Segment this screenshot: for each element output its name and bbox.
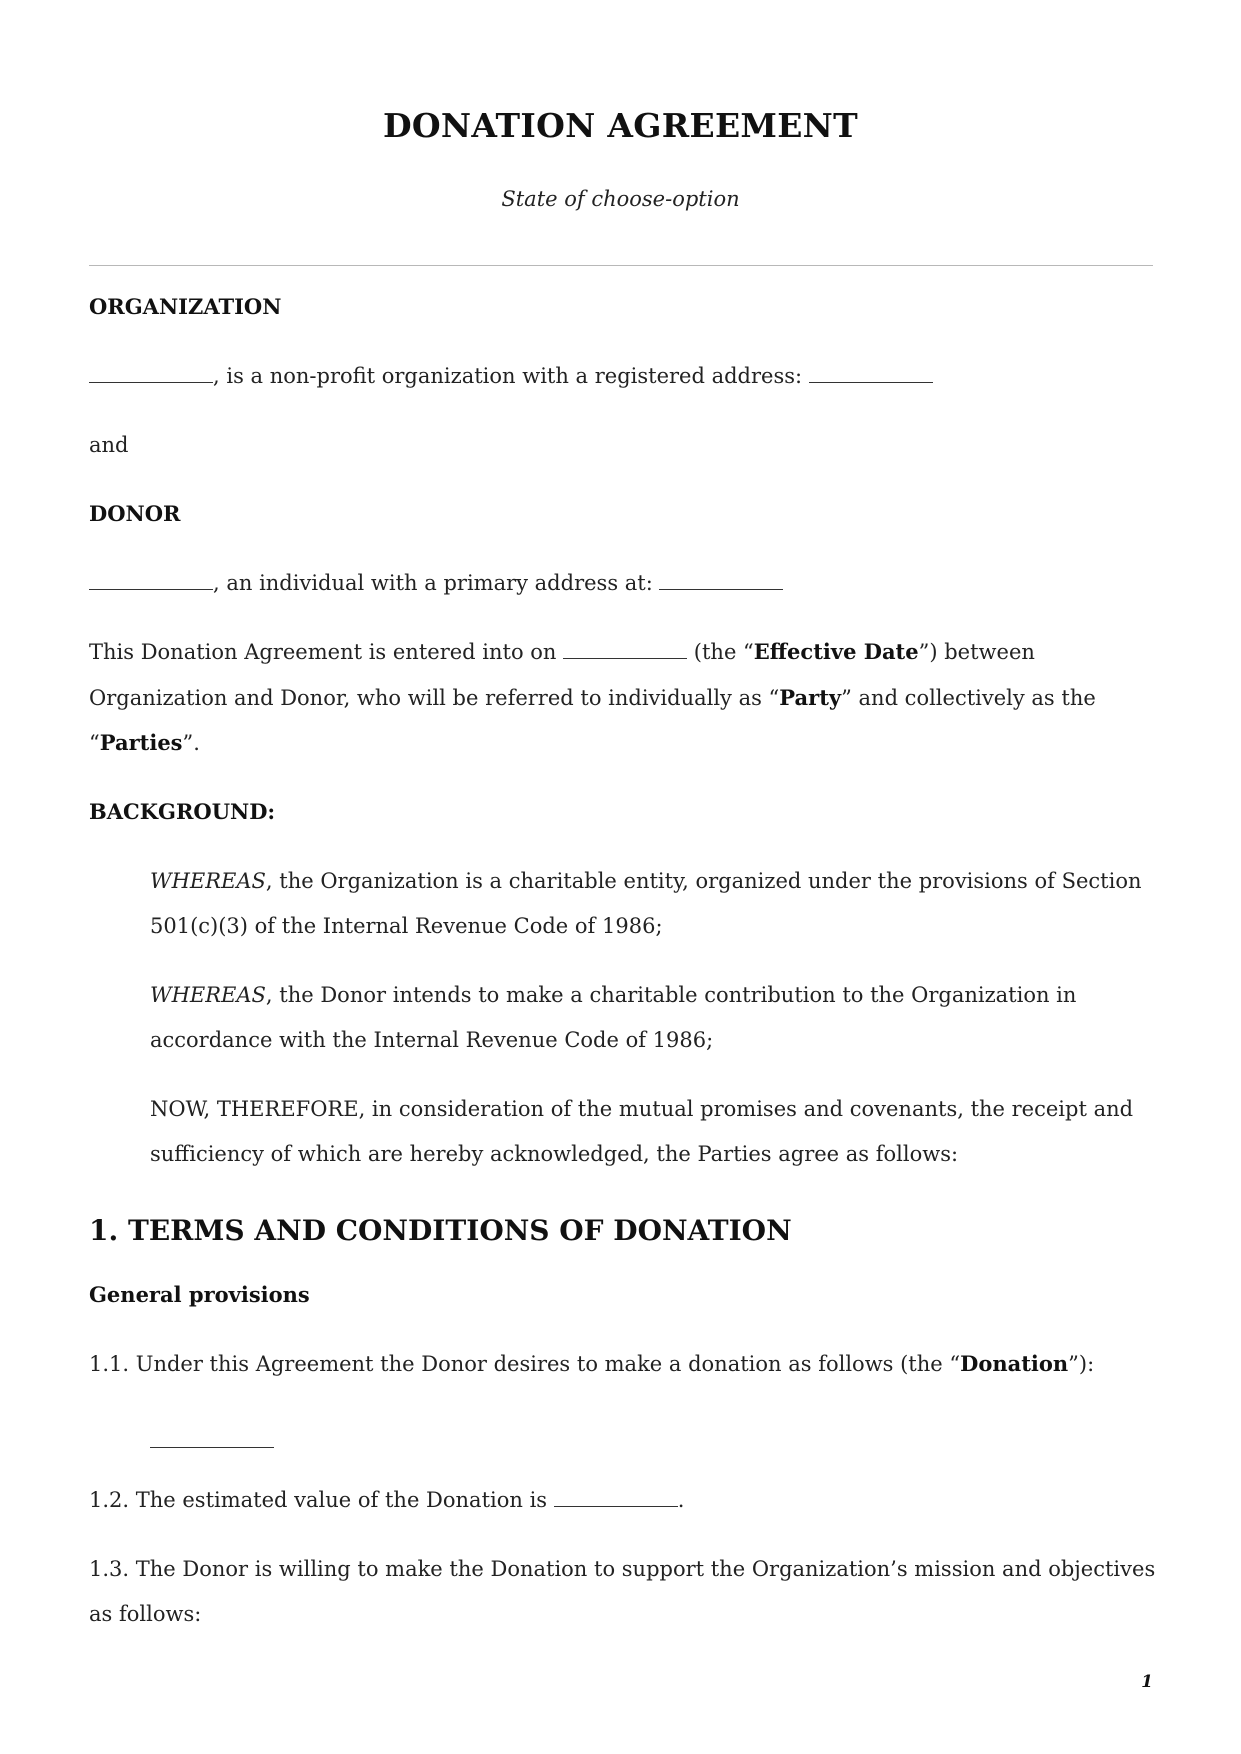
intro-text-1c: ”) between [918,640,1035,664]
donor-heading: DONOR [89,501,181,526]
intro-line-1 [89,637,1035,667]
intro-text-2c: ” and collectively as the [841,686,1096,710]
organization-line [89,361,933,391]
intro-text-1a: This Donation Agreement is entered into on [89,640,564,664]
clause-1-3-line-2: as follows: [89,1602,202,1626]
whereas-2-line-1 [150,980,1076,1010]
whereas-1-line-1 [150,866,1142,896]
effective-date-blank[interactable] [563,640,687,659]
and-text: and [89,433,129,457]
document-subtitle: State of choose-option [501,187,740,211]
page-number: 1 [1141,1672,1153,1692]
intro-line-2 [89,683,1096,713]
parties-term: Parties [99,730,183,755]
background-heading: BACKGROUND: [89,799,276,824]
party-term: Party [779,685,842,710]
whereas-1-text: , the Organization is a charitable entity, organized under the provisions of Section [265,869,1142,893]
donor-address-blank[interactable] [659,571,783,590]
document-title: DONATION AGREEMENT [382,106,859,145]
therefore-line-1: NOW, THEREFORE, in consideration of the mutual promises and covenants, the receipt and [150,1097,1134,1121]
intro-text-2a: Organization and Donor, who will be referred to individually as “ [89,686,780,710]
general-provisions-heading: General provisions [89,1282,310,1307]
effective-date-term: Effective Date [753,639,919,664]
clause-1-2-text: 1.2. The estimated value of the Donation is [89,1488,554,1512]
intro-text-3c: ”. [182,731,200,755]
donation-value-blank[interactable] [554,1488,678,1507]
whereas-1-label: WHEREAS [150,869,266,893]
clause-1-1-end: ”): [1068,1352,1095,1376]
whereas-2-line-2: accordance with the Internal Revenue Code of 1986; [150,1028,714,1052]
whereas-2-label: WHEREAS [150,983,266,1007]
organization-address-blank[interactable] [809,364,933,383]
organization-text: , is a non-profit organization with a registered address: [213,364,809,388]
organization-heading: ORGANIZATION [89,294,282,319]
donor-line [89,568,783,598]
clause-1-1-text: 1.1. Under this Agreement the Donor desires to make a donation as follows (the “ [89,1352,961,1376]
donation-description-blank[interactable] [150,1447,274,1448]
intro-text-3a: “ [89,731,100,755]
section-1-heading: 1. TERMS AND CONDITIONS OF DONATION [89,1214,792,1247]
therefore-line-2: sufficiency of which are hereby acknowledged, the Parties agree as follows: [150,1142,959,1166]
clause-1-2 [89,1485,684,1515]
whereas-2-text: , the Donor intends to make a charitable contribution to the Organization in [265,983,1077,1007]
whereas-1-line-2: 501(c)(3) of the Internal Revenue Code of 1986; [150,914,663,938]
donation-term: Donation [960,1351,1069,1376]
donor-text: , an individual with a primary address at: [213,571,660,595]
intro-text-1b: (the “ [687,640,754,664]
clause-1-3-line-1: 1.3. The Donor is willing to make the Donation to support the Organization’s mission and objectives [89,1557,1156,1581]
donor-name-blank[interactable] [89,571,213,590]
intro-line-3 [89,728,200,758]
clause-1-2-end: . [677,1488,685,1512]
organization-name-blank[interactable] [89,364,213,383]
divider [89,265,1153,266]
clause-1-1 [89,1349,1094,1379]
